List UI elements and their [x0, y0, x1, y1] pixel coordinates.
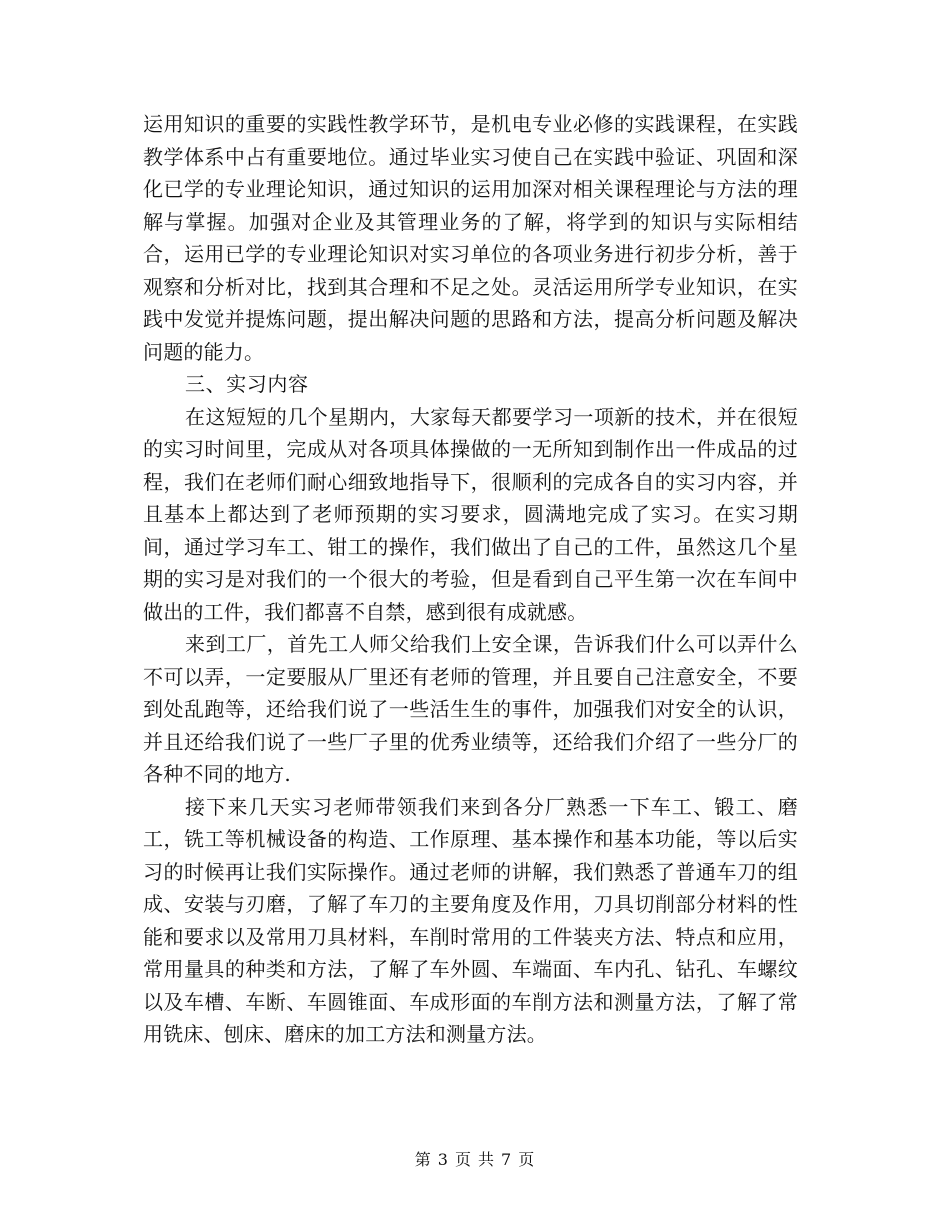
paragraph-practice-purpose: 运用知识的重要的实践性教学环节，是机电专业必修的实践课程，在实践教学体系中占有重要地位。通过毕业实习使自己在实践中验证、巩固和深化已学的专业理论知识，通过知识的运用加深对相关课程理论与方法的理解与掌握。加强对企业及其管理业务的了解，将学到的知识与实际相结合，运用已学的专业理论知识对实习单位的各项业务进行初步分析，善于观察和分析对比，找到其合理和不足之处。灵活运用所学专业知识，在实践中发觉并提炼问题，提出解决问题的思路和方法，提高分析问题及解决问题的能力。 — [143, 112, 798, 364]
total-pages-number: 7 — [501, 1150, 513, 1169]
footer-page-word: 页 — [454, 1150, 472, 1169]
page-footer — [0, 1150, 950, 1170]
footer-prefix: 第 — [414, 1150, 432, 1169]
paragraph-safety-class: 来到工厂，首先工人师父给我们上安全课，告诉我们什么可以弄什么不可以弄，一定要服从厂里还有老师的管理，并且要自己注意安全，不要到处乱跑等，还给我们说了一些活生生的事件，加强我们对安全的认识，并且还给我们说了一些厂子里的优秀业绩等，还给我们介绍了一些分厂的各种不同的地方. — [143, 632, 798, 786]
footer-suffix: 页 — [518, 1150, 536, 1169]
current-page-number: 3 — [437, 1150, 449, 1169]
footer-total-word: 共 — [478, 1150, 496, 1169]
paragraph-weeks-learning: 在这短短的几个星期内，大家每天都要学习一项新的技术，并在很短的实习时间里，完成从对各项具体操做的一无所知到制作出一件成品的过程，我们在老师们耐心细致地指导下，很顺利的完成各自的实习内容，并且基本上都达到了老师预期的实习要求，圆满地完成了实习。在实习期间，通过学习车工、钳工的操作，我们做出了自己的工件，虽然这几个星期的实习是对我们的一个很大的考验，但是看到自己平生第一次在车间中做出的工件，我们都喜不自禁，感到很有成就感。 — [143, 404, 798, 624]
section-heading-internship-content: 三、实习内容 — [185, 372, 309, 396]
paragraph-equipment-tour: 接下来几天实习老师带领我们来到各分厂熟悉一下车工、锻工、磨工，铣工等机械设备的构造、工作原理、基本操作和基本功能，等以后实习的时候再让我们实际操作。通过老师的讲解，我们熟悉了普通车刀的组成、安装与刃磨，了解了车刀的主要角度及作用，刀具切削部分材料的性能和要求以及常用刀具材料，车削时常用的工件装夹方法、特点和应用，常用量具的种类和方法，了解了车外圆、车端面、车内孔、钻孔、车螺纹以及车槽、车断、车圆锥面、车成形面的车削方法和测量方法，了解了常用铣床、刨床、磨床的加工方法和测量方法。 — [143, 794, 798, 1046]
document-body — [143, 108, 798, 1051]
